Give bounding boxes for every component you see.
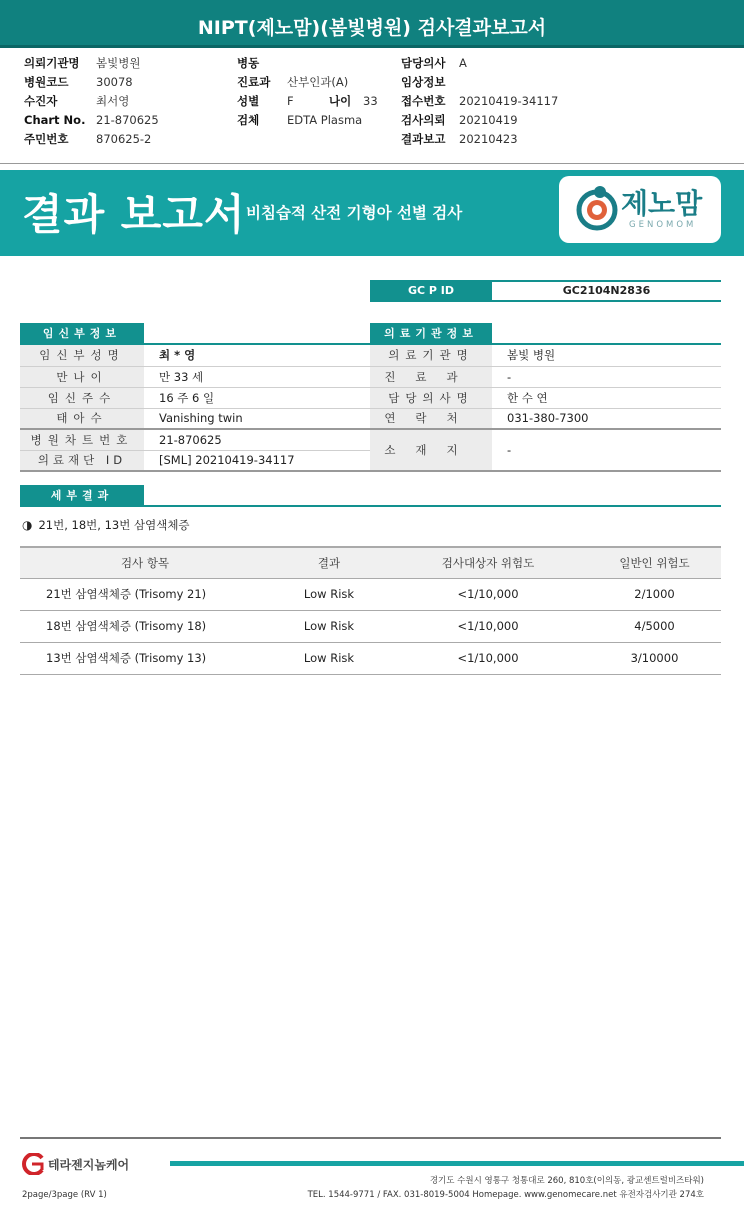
detail-result-top-line [20, 505, 721, 507]
label-doctor: 담당의사 [401, 56, 446, 70]
patient-key: 만나이 [20, 366, 144, 387]
label-chart-no: Chart No. [24, 113, 86, 127]
result-value: Low Risk [270, 610, 388, 642]
institution-key: 담당의사명 [370, 387, 492, 408]
subject-risk: <1/10,000 [388, 642, 588, 674]
patient-value: 21-870625 [159, 432, 222, 447]
institution-key: 의료기관명 [370, 345, 492, 366]
banner-title: 결과 보고서 [22, 190, 246, 239]
label-age: 나이 [329, 94, 352, 108]
patient-value: 16 주 6 일 [159, 390, 215, 405]
patient-key: 의료재단 ID [20, 450, 144, 471]
patient-value: [SML] 20210419-34117 [159, 453, 295, 468]
institution-row [370, 429, 721, 471]
value-doctor: A [459, 56, 467, 70]
label-request-date: 검사의뢰 [401, 113, 446, 127]
patient-key: 태아수 [20, 408, 144, 429]
patient-row [20, 345, 370, 366]
patient-value: 만 33 세 [159, 369, 204, 384]
subject-risk: <1/10,000 [388, 610, 588, 642]
institution-row [370, 345, 721, 366]
value-age: 33 [363, 94, 378, 108]
patient-value: 최 * 영 [159, 348, 196, 363]
patient-info-table [20, 345, 370, 472]
logo-eng-text: GENOMOM [629, 220, 697, 230]
report-title: NIPT(제노맘)(봄빛병원) 검사결과보고서 [0, 0, 744, 48]
result-value: Low Risk [270, 642, 388, 674]
header-info-middle [237, 54, 378, 130]
label-patient: 수진자 [24, 94, 58, 108]
label-resident-no: 주민번호 [24, 132, 69, 146]
value-institution: 봄빛병원 [96, 56, 141, 70]
institution-row [370, 408, 721, 429]
label-specimen: 검체 [237, 113, 260, 127]
subject-risk: <1/10,000 [388, 578, 588, 610]
table-row [20, 578, 721, 610]
col-result: 결과 [270, 547, 388, 578]
terragen-logo [18, 1153, 158, 1175]
result-header-row [20, 547, 721, 578]
value-patient: 최서영 [96, 94, 130, 108]
trisomy-summary [22, 517, 190, 533]
value-receipt-no: 20210419-34117 [459, 94, 559, 108]
report-banner [0, 170, 744, 256]
col-general-risk: 일반인 위험도 [588, 547, 721, 578]
genomom-logo [559, 176, 721, 243]
half-circle-icon: ◑ [22, 518, 33, 532]
footer-divider [20, 1137, 721, 1139]
gcp-id-value: GC2104N2836 [492, 280, 721, 302]
patient-key: 임신부성명 [20, 345, 144, 366]
table-row [20, 642, 721, 674]
footer-address: 경기도 수원시 영통구 청통대로 260, 810호(이의동, 광교센트럴비즈타워) [429, 1176, 704, 1186]
test-item: 13번 삼염색체증 (Trisomy 13) [20, 642, 270, 674]
general-risk: 4/5000 [588, 610, 721, 642]
label-ward: 병동 [237, 56, 260, 70]
patient-key: 임신주수 [20, 387, 144, 408]
table-row [20, 610, 721, 642]
institution-info-table [370, 345, 721, 472]
trisomy-summary-text: 21번, 18번, 13번 삼염색체증 [38, 518, 190, 532]
gcp-id-label: GC P ID [370, 280, 492, 302]
institution-value: 봄빛 병원 [507, 348, 556, 363]
institution-info-heading: 의료기관정보 [370, 323, 492, 344]
label-department: 진료과 [237, 75, 271, 89]
col-subject-risk: 검사대상자 위험도 [388, 547, 588, 578]
terragen-mark-icon [18, 1153, 46, 1175]
value-specimen: EDTA Plasma [287, 113, 363, 127]
patient-row [20, 450, 370, 471]
col-test-item: 검사 항목 [20, 547, 270, 578]
result-value: Low Risk [270, 578, 388, 610]
label-institution: 의뢰기관명 [24, 56, 80, 70]
footer-contact: TEL. 1544-9771 / FAX. 031-8019-5004 Homepage. www.genomecare.net 유전자검사기관 274호 [307, 1190, 704, 1200]
patient-row [20, 366, 370, 387]
logo-text: 제노맘 [621, 187, 703, 220]
patient-row [20, 429, 370, 450]
value-chart-no: 21-870625 [96, 113, 159, 127]
value-department: 산부인과(A) [287, 75, 349, 89]
label-receipt-no: 접수번호 [401, 94, 446, 108]
patient-value: Vanishing twin [159, 411, 243, 426]
header-info-left [24, 54, 159, 149]
institution-key: 진료과 [370, 366, 492, 387]
label-hospital-code: 병원코드 [24, 75, 69, 89]
terragen-logo-text: 테라젠지놈케어 [48, 1158, 130, 1172]
institution-value: - [507, 443, 512, 457]
institution-key: 소재지 [370, 429, 492, 471]
general-risk: 3/10000 [588, 642, 721, 674]
value-report-date: 20210423 [459, 132, 518, 146]
value-hospital-code: 30078 [96, 75, 133, 89]
general-risk: 2/1000 [588, 578, 721, 610]
result-table [20, 546, 721, 675]
value-sex: F [287, 94, 294, 108]
value-resident-no: 870625-2 [96, 132, 152, 146]
institution-row [370, 366, 721, 387]
institution-value: 한 수 연 [507, 390, 548, 405]
label-sex: 성별 [237, 94, 260, 108]
institution-key: 연락처 [370, 408, 492, 429]
page-indicator: 2page/3page (RV 1) [22, 1190, 107, 1200]
test-item: 18번 삼염색체증 (Trisomy 18) [20, 610, 270, 642]
patient-info-heading: 임신부정보 [20, 323, 144, 344]
institution-value: 031-380-7300 [507, 411, 589, 426]
detail-result-heading: 세부결과 [20, 485, 144, 506]
value-request-date: 20210419 [459, 113, 518, 127]
institution-value: - [507, 369, 512, 384]
footer-accent-bar [170, 1161, 744, 1166]
patient-row [20, 387, 370, 408]
header-divider [0, 163, 744, 164]
label-clinical-info: 임상정보 [401, 75, 446, 89]
genomom-mark-icon [573, 184, 619, 232]
patient-row [20, 408, 370, 429]
header-info-right [401, 54, 558, 149]
test-item: 21번 삼염색체증 (Trisomy 21) [20, 578, 270, 610]
patient-key: 병원차트번호 [20, 429, 144, 450]
institution-row [370, 387, 721, 408]
banner-subtitle: 비침습적 산전 기형아 선별 검사 [246, 204, 463, 222]
label-report-date: 결과보고 [401, 132, 446, 146]
